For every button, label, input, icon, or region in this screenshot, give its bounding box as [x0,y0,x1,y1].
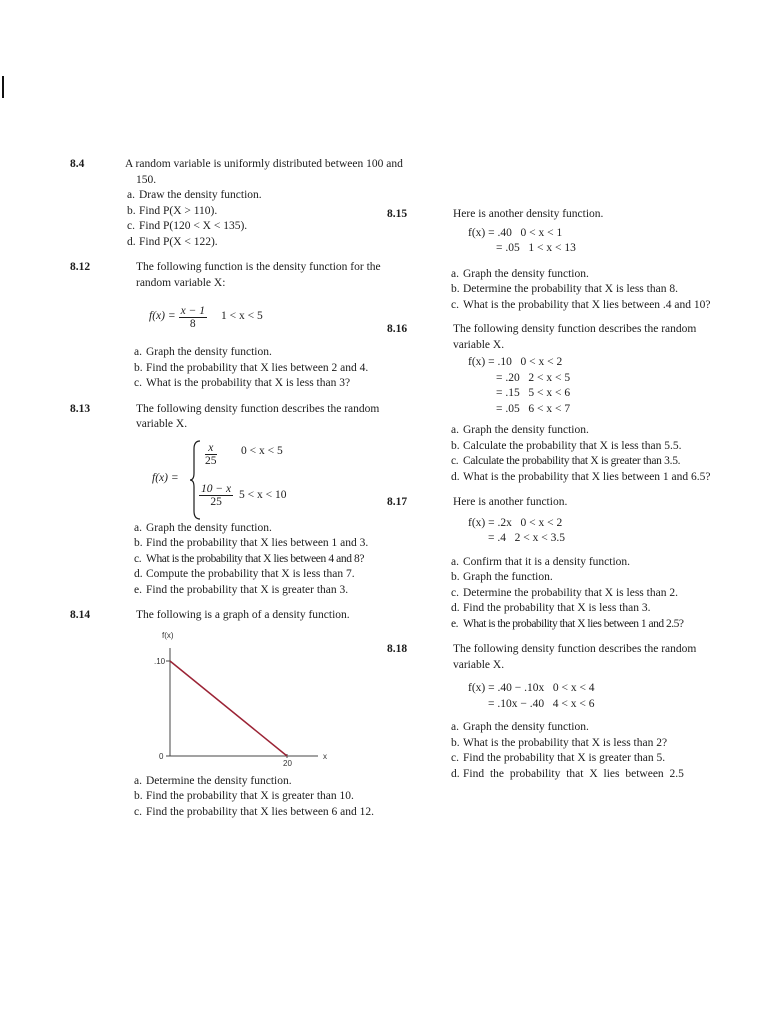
list-item [103,521,403,537]
item-text: Determine the probability that X is less than 8. [463,283,678,295]
problem-8-4 [70,157,403,250]
item-letter: a. [451,721,459,733]
item-letter: a. [134,521,142,534]
item-letter: b. [127,204,136,217]
problem-text: The following is a graph of a density function. [136,609,350,621]
list-item [420,423,720,439]
item-text: Graph the density function. [463,424,589,436]
piece1-range: 0 < x < 5 [241,444,283,457]
item-letter: b. [134,790,143,802]
fraction-numerator: x [205,442,217,455]
left-brace [189,439,201,521]
item-letter: c. [127,220,135,232]
piece1-fraction [205,442,217,467]
equation-line: = .10x − .40 4 < x < 6 [488,697,595,710]
problem-text: The following density function describes the random variable X. [453,643,697,671]
item-letter: d. [127,235,136,248]
problem-stem [387,495,720,511]
item-text: Find the probability that X lies between 2 and 4. [146,361,369,374]
item-letter: a. [451,424,459,436]
item-letter: c. [451,455,459,467]
problem-stem [70,402,403,433]
subquestion-list [420,423,720,485]
piecewise-equation [103,439,403,521]
y-tick-top-label: .10 [154,656,166,666]
problem-stem [387,322,720,353]
list-item [420,570,720,586]
list-item [420,555,720,571]
subquestion-list [103,521,403,599]
problem-8-15 [387,207,720,313]
item-text: Confirm that it is a density function. [463,555,631,568]
item-letter: b. [451,571,460,583]
item-text: What is the probability that X lies between .4 and 10? [463,298,711,311]
item-text: Determine the density function. [146,774,292,787]
list-item [103,235,403,251]
fraction-numerator: 10 − x [201,482,232,495]
list-item [103,583,403,599]
item-letter: c. [134,552,142,565]
subquestion-list [420,555,720,633]
item-letter: a. [134,774,142,787]
item-letter: a. [451,555,459,568]
equation-lhs: f(x) = [149,310,176,323]
item-letter: d. [451,602,460,614]
subquestion-list [420,267,720,314]
problem-text: The following function is the density function for the random variable X: [136,261,381,289]
item-letter: b. [451,439,460,452]
item-text: Find P(120 < X < 135). [139,220,248,232]
equation-range: 1 < x < 5 [220,310,263,323]
equation-line: f(x) = .2x 0 < x < 2 [468,516,563,529]
equation-line: f(x) = .40 − .10x 0 < x < 4 [468,682,595,694]
item-letter: d. [134,568,143,580]
problem-text: The following density function describes the random variable X. [136,402,380,430]
item-text: What is the probability that X lies between 1 and 2.5? [463,617,684,630]
equation-fraction [179,305,207,330]
list-item [103,774,403,790]
equation-lhs: f(x) = [152,471,179,484]
density-line [170,661,287,756]
problem-number: 8.18 [387,643,408,655]
list-item [420,601,720,617]
list-item [103,361,403,377]
item-text: Calculate the probability that X is less than 5.5. [463,439,682,452]
equation-block [468,681,720,712]
piece2-range: 5 < x < 10 [239,488,287,501]
item-text: What is the probability that X lies between 1 and 6.5? [463,470,711,483]
list-item [103,789,403,805]
list-item [420,736,720,752]
equation-line: f(x) = .10 0 < x < 2 [468,356,563,368]
item-letter: b. [451,736,460,749]
item-text: Calculate the probability that X is greater than 3.5. [463,455,681,467]
problem-text: Here is another function. [453,496,568,508]
equation-block [468,226,720,257]
problem-8-18 [387,642,720,782]
list-item [420,751,720,767]
problem-stem [387,207,720,223]
subquestion-list [103,345,403,392]
list-item [103,219,403,235]
list-item [103,567,403,583]
item-text: Find the probability that X is less than 3. [463,602,651,614]
list-item [103,345,403,361]
problem-8-16 [387,322,720,485]
list-item [420,586,720,602]
subquestion-list [103,188,403,250]
problem-8-14 [70,608,403,820]
left-column [70,157,403,820]
item-text: Graph the density function. [146,346,272,358]
item-text: Compute the probability that X is less than 7. [146,568,355,580]
item-text: Graph the function. [463,571,553,583]
item-letter: c. [451,586,459,599]
list-item [420,454,720,470]
equation-line: = .4 2 < x < 3.5 [488,532,565,544]
problem-number: 8.14 [70,609,91,621]
item-text: What is the probability that X is less than 3? [146,377,351,389]
item-letter: e. [451,617,458,630]
problem-number: 8.4 [70,158,85,170]
item-text: What is the probability that X is less than 2? [463,736,668,749]
list-item [420,267,720,283]
list-item [103,204,403,220]
list-item [103,805,403,821]
item-letter: a. [451,267,459,280]
problem-stem [70,608,403,624]
y-tick-zero-label: 0 [159,751,164,761]
item-letter: d. [451,470,460,483]
problem-stem [70,157,403,188]
problem-number: 8.13 [70,402,91,415]
item-letter: c. [134,377,142,389]
equation-line: = .20 2 < x < 5 [496,371,571,384]
equation-line: = .05 1 < x < 13 [496,242,576,254]
fraction-denominator: 25 [210,495,222,508]
subquestion-list [420,720,720,782]
item-letter: b. [451,283,460,295]
fraction-numerator: x − 1 [180,304,205,317]
equation-block [468,516,720,547]
piece2-fraction [199,483,233,508]
problem-stem [387,642,720,673]
list-item [420,439,720,455]
problem-8-12 [70,260,403,392]
item-letter: c. [451,752,459,764]
fraction-denominator: 8 [189,317,196,330]
item-text: Find P(X > 110). [139,204,218,217]
problem-number: 8.16 [387,323,408,335]
problem-8-13 [70,402,403,599]
equation-block [468,355,720,417]
equation-line: = .05 6 < x < 7 [496,402,571,415]
list-item [103,188,403,204]
item-text: Find the probability that X is greater than 10. [146,790,354,802]
equation-line: f(x) = .40 0 < x < 1 [468,226,563,239]
problem-number: 8.15 [387,208,408,220]
x-axis-label: x [323,751,327,761]
list-item [420,282,720,298]
item-text: Find the probability that X lies between 6 and 12. [146,805,375,818]
item-text: Find the probability that X is greater than 3. [146,583,349,596]
item-text: Find the probability that X lies between 2.5 [463,767,684,780]
item-letter: c. [451,298,459,311]
item-letter: a. [127,189,135,201]
text-cursor-mark [2,76,4,98]
list-item [103,536,403,552]
item-text: Find the probability that X lies between 1 and 3. [146,537,369,549]
list-item [420,767,720,783]
list-item [103,376,403,392]
item-text: Graph the density function. [146,521,272,534]
list-item [420,470,720,486]
item-letter: b. [134,361,143,374]
subquestion-list [103,774,403,821]
problem-stem [70,260,403,291]
list-item [420,720,720,736]
list-item [103,552,403,568]
item-letter: a. [134,346,142,358]
item-letter: e. [134,583,142,596]
item-text: Graph the density function. [463,721,589,733]
fraction-denominator: 25 [205,454,217,467]
item-text: Find the probability that X is greater than 5. [463,752,666,764]
item-letter: c. [134,805,142,818]
density-graph [103,624,403,774]
item-text: Determine the probability that X is less than 2. [463,586,678,599]
item-text: Find P(X < 122). [139,235,218,248]
problem-number: 8.17 [387,496,408,508]
item-letter: b. [134,537,143,549]
problem-text: Here is another density function. [453,208,604,220]
x-tick-end-label: 20 [283,758,292,768]
item-letter: d. [451,767,460,780]
problem-text: The following density function describes the random variable X. [453,323,697,351]
equation [149,299,403,335]
right-column [387,207,720,782]
item-text: What is the probability that X lies between 4 and 8? [146,552,365,565]
problem-text: A random variable is uniformly distributed between 100 and 150. [125,158,403,186]
problem-8-17 [387,495,720,632]
list-item [420,298,720,314]
y-axis-label: f(x) [162,630,174,640]
problem-number: 8.12 [70,261,91,273]
item-text: Graph the density function. [463,267,589,280]
list-item [420,617,720,633]
equation-line: = .15 5 < x < 6 [496,387,571,399]
item-text: Draw the density function. [139,189,262,201]
